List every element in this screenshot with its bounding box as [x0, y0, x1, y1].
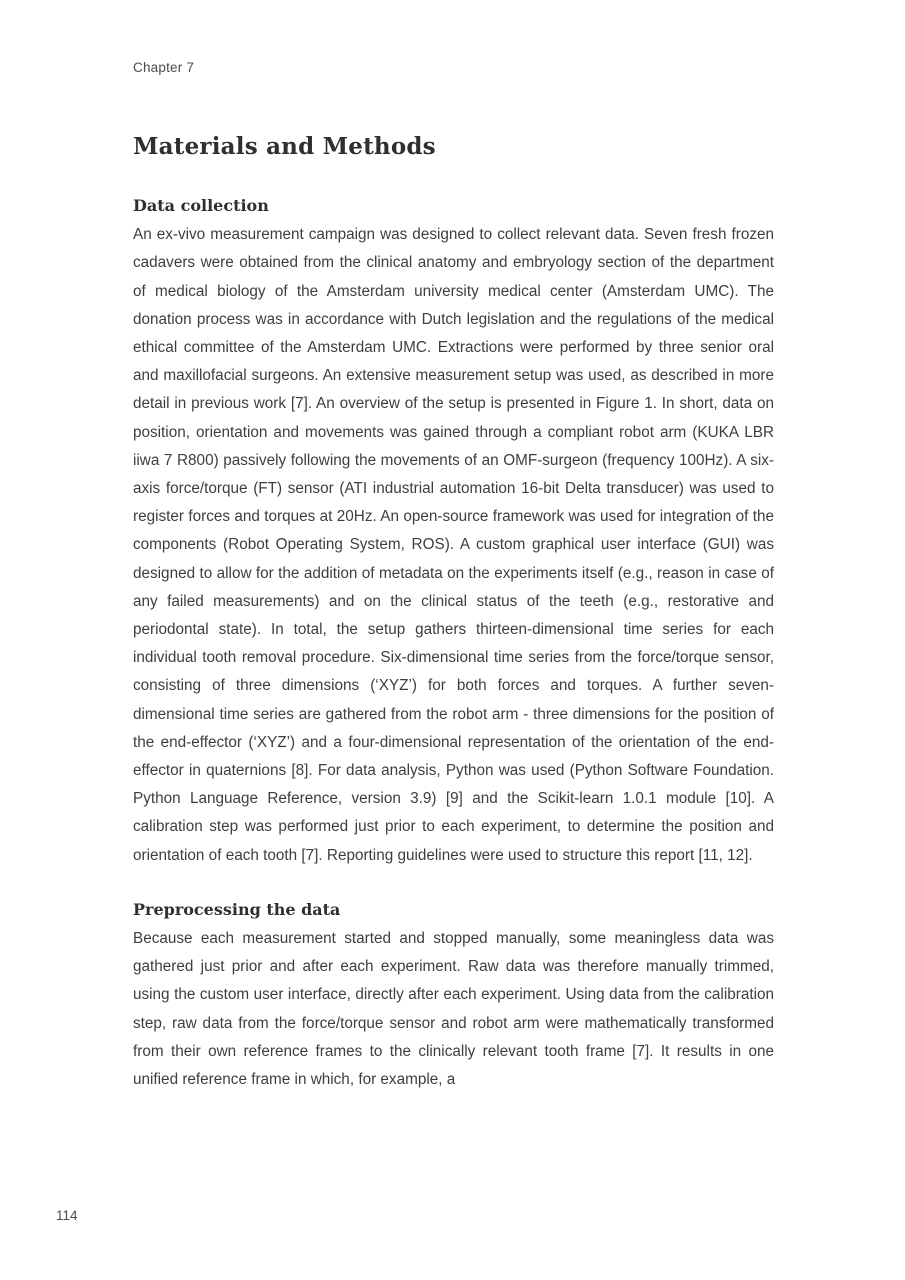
page-content	[133, 196, 774, 1094]
page-title: Materials and Methods	[133, 133, 436, 160]
paragraph-data-collection: An ex-vivo measurement campaign was designed to collect relevant data. Seven fresh frozen cadavers were obtained from the clinical anatomy and embryology section of the department of medical biology of the Amsterdam university medical center (Amsterdam UMC). The donation process was in accordance with Dutch legislation and the regulations of the medical ethical committee of the Amsterdam UMC. Extractions were performed by three senior oral and maxillofacial surgeons. An extensive measurement setup was used, as described in more detail in previous work [7]. An overview of the setup is presented in Figure 1. In short, data on position, orientation and movements was gained through a compliant robot arm (KUKA LBR iiwa 7 R800) passively following the movements of an OMF-surgeon (frequency 100Hz). A six-axis force/torque (FT) sensor (ATI industrial automation 16-bit Delta transducer) was used to register forces and torques at 20Hz. An open-source framework was used for integration of the components (Robot Operating System, ROS). A custom graphical user interface (GUI) was designed to allow for the addition of metadata on the experiments itself (e.g., reason in case of any failed measurements) and on the clinical status of the teeth (e.g., restorative and periodontal state). In total, the setup gathers thirteen-dimensional time series for each individual tooth removal procedure. Six-dimensional time series from the force/torque sensor, consisting of three dimensions (‘XYZ’) for both forces and torques. A further seven-dimensional time series are gathered from the robot arm - three dimensions for the position of the end-effector (‘XYZ’) and a four-dimensional representation of the orientation of the end-effector in quaternions [8]. For data analysis, Python was used (Python Software Foundation. Python Language Reference, version 3.9) [9] and the Scikit-learn 1.0.1 module [10]. A calibration step was performed just prior to each experiment, to determine the position and orientation of each tooth [7]. Reporting guidelines were used to structure this report [11, 12].	[133, 226, 774, 864]
section-heading-preprocessing: Preprocessing the data	[133, 899, 341, 919]
running-header: Chapter 7	[133, 60, 195, 75]
section-heading-data-collection: Data collection	[133, 196, 269, 215]
page-number: 114	[56, 1208, 78, 1223]
paragraph-preprocessing: Because each measurement started and stopped manually, some meaningless data was gathered just prior and after each experiment. Raw data was therefore manually trimmed, using the custom user interface, directly after each experiment. Using data from the calibration step, raw data from the force/torque sensor and robot arm were mathematically transformed from their own reference frames to the clinically relevant tooth frame [7]. It results in one unified reference frame in which, for example, a	[133, 930, 774, 1089]
